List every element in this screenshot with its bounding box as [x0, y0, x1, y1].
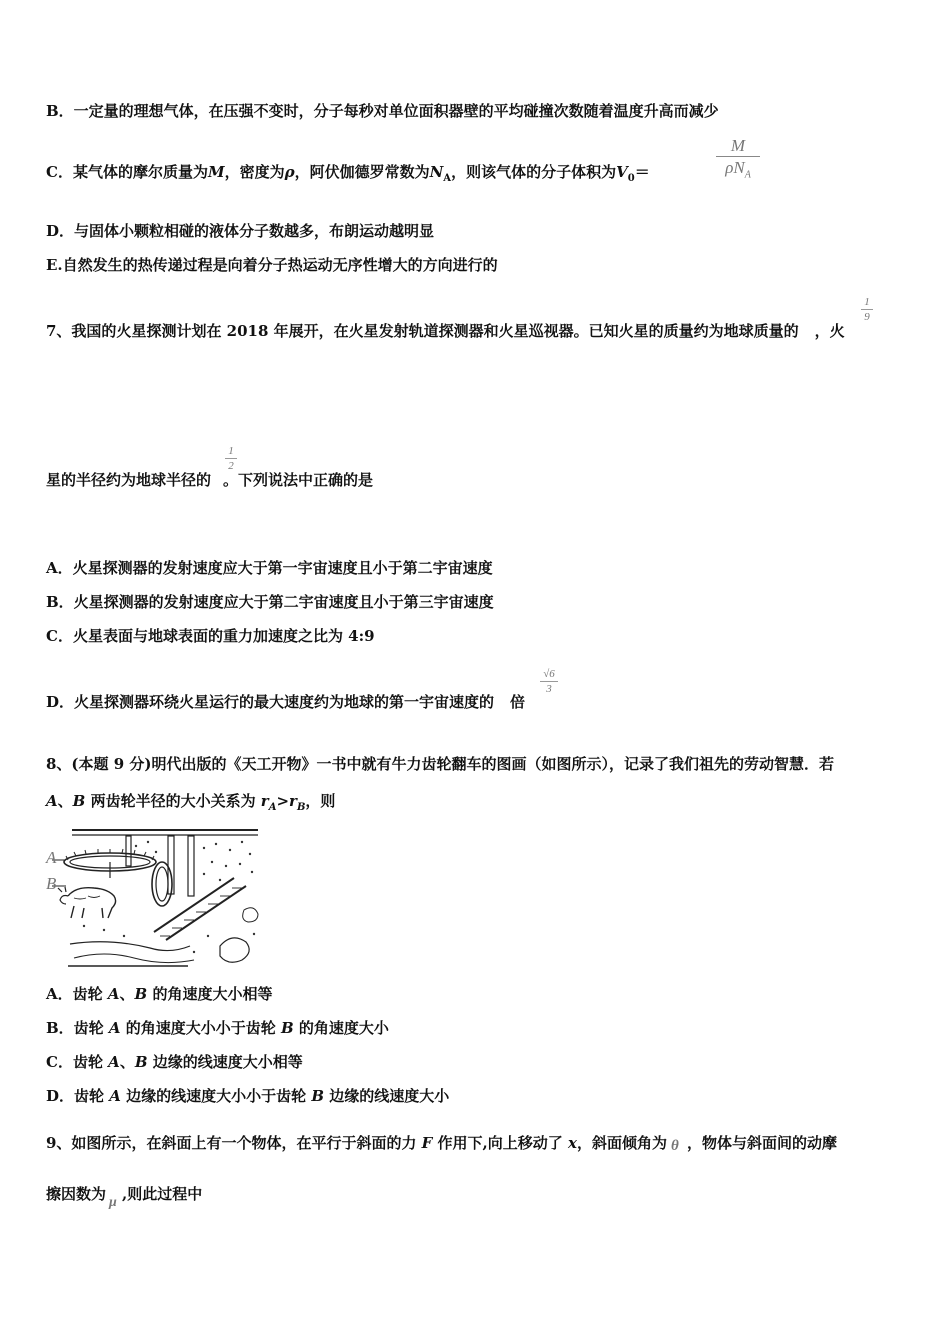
q7-option-c: C．火星表面与地球表面的重力加速度之比为 4:9: [46, 627, 375, 645]
q8-option-c: C．齿轮 A、B 边缘的线速度大小相等: [46, 1053, 303, 1071]
q9-stem-line1: 9、如图所示，在斜面上有一个物体，在平行于斜面的力 F 作用下,向上移动了 x，斜面倾角为 θ ，物体与斜面间的动摩: [46, 1134, 837, 1154]
q8-stem-line1: 8、(本题 9 分)明代出版的《天工开物》一书中就有牛力齿轮翻车的图画（如图所示），记录了我们祖先的劳动智慧．若: [46, 755, 835, 773]
theta-symbol: θ: [670, 1138, 679, 1154]
q7-stem-line2: 星的半径约为地球半径的 。下列说法中正确的是: [46, 471, 374, 489]
q8-option-d: D．齿轮 A 边缘的线速度大小小于齿轮 B 边缘的线速度大小: [46, 1087, 450, 1105]
mu-symbol: μ: [109, 1195, 117, 1210]
q7-option-b: B．火星探测器的发射速度应大于第二宇宙速度且小于第三宇宙速度: [46, 593, 494, 611]
gear-a-label: A: [46, 848, 57, 867]
q6-option-d: D．与固体小颗粒相碰的液体分子数越多，布朗运动越明显: [46, 222, 435, 240]
q7-stem-line1: 7、我国的火星探测计划在 2018 年展开，在火星发射轨道探测器和火星巡视器。已知火星的质量约为地球质量的 ，火: [46, 322, 845, 340]
gear-b-label: B: [46, 874, 57, 893]
q7-speed-ratio-fraction: √6 3: [540, 668, 558, 695]
ox-gear-waterwheel-illustration: [44, 826, 262, 970]
q8-option-b: B．齿轮 A 的角速度大小小于齿轮 B 的角速度大小: [46, 1019, 389, 1037]
q7-option-d: D．火星探测器环绕火星运行的最大速度约为地球的第一宇宙速度的 倍: [46, 693, 526, 711]
q6-option-e: E.自然发生的热传递过程是向着分子热运动无序性增大的方向进行的: [46, 256, 498, 274]
q9-stem-line2: 擦因数为 μ ,则此过程中: [46, 1184, 202, 1204]
q7-radius-ratio-fraction: 1 2: [225, 445, 237, 472]
q6-volume-fraction: M $\rho N_A$: [716, 136, 760, 186]
q7-option-a: A．火星探测器的发射速度应大于第一宇宙速度且小于第二宇宙速度: [46, 559, 493, 577]
q8-option-a: A．齿轮 A、B 的角速度大小相等: [46, 985, 273, 1003]
q7-mass-ratio-fraction: 1 9: [861, 296, 873, 323]
q6-option-b: B．一定量的理想气体，在压强不变时，分子每秒对单位面积器壁的平均碰撞次数随着温度升高而减少: [46, 102, 719, 120]
q6-option-c: C．某气体的摩尔质量为M，密度为ρ，阿伏伽德罗常数为$N_A$，则该气体的分子体积为$V_0=$: [46, 163, 650, 184]
q8-stem-line2: A、B 两齿轮半径的大小关系为 $r_A>r_B$，则: [46, 792, 336, 813]
